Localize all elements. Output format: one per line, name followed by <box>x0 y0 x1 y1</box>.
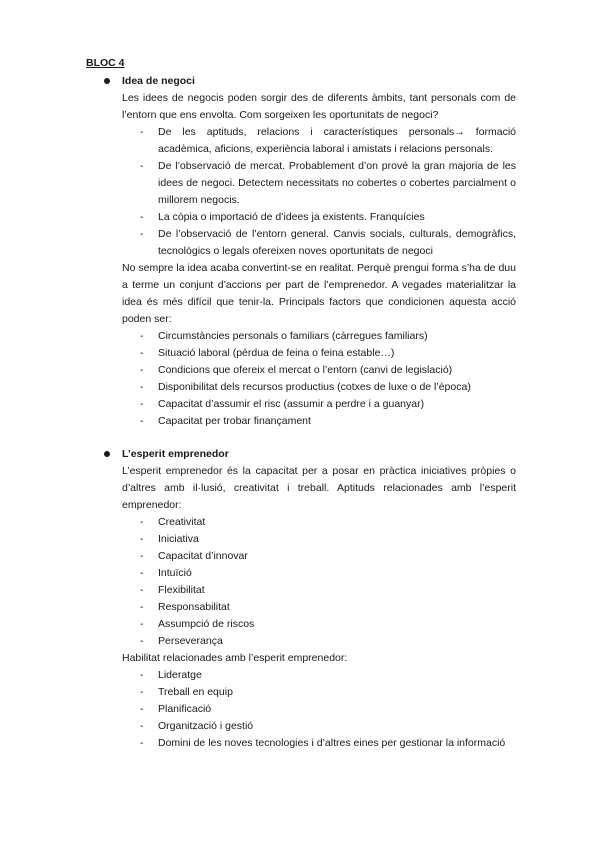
habilitats-label: Habilitat relacionades amb l’esperit emprenedor: <box>122 652 348 664</box>
list-item: - De les aptituds, relacions i característiques personals→ formació acadèmica, aficions, experiència laboral i amistats i relacions personals. <box>140 126 516 155</box>
factors-paragraph: No sempre la idea acaba convertint-se en realitat. Perquè prengui forma s’ha de duu a terme un conjunt d’accions per part de l’emprenedor. A vegades materialitzar la idea és més difícil que tenir-la. Principals factors que condicionen aquesta acció poden ser: <box>122 262 516 325</box>
list-item: - Planificació <box>140 703 212 715</box>
intro-paragraph: L’esperit emprenedor és la capacitat per a posar en pràctica iniciatives pròpies o d’altres amb il·lusió, creativitat i treball. Aptituds relacionades amb l’esperit emprenedor: <box>122 465 516 511</box>
list-item: - Lideratge <box>140 669 202 681</box>
list-item: - La còpia o importació de d’idees ja existents. Franquícies <box>140 211 425 223</box>
bullet-icon <box>104 451 110 457</box>
intro-paragraph: Les idees de negocis poden sorgir des de diferents àmbits, tant personals com de l’entorn que ens envolta. Com sorgeixen les oportunitats de negoci? <box>122 92 516 121</box>
list-item: - De l’observació de mercat. Probablement d’on prové la gran majoria de les idees de negoci. Detectem necessitats no cobertes o cobertes parcialment o millorem negocis. <box>140 160 516 206</box>
section-idea-negoci <box>104 73 516 430</box>
list-item: - Flexibilitat <box>140 584 205 596</box>
list-item: - Disponibilitat dels recursos productius (cotxes de luxe o de l’època) <box>140 381 471 393</box>
list-item: - Responsabilitat <box>140 601 230 613</box>
list-item: - Domini de les noves tecnologies i d’altres eines per gestionar la informació <box>140 737 506 749</box>
origins-list <box>104 124 516 260</box>
bullet-icon <box>104 78 110 84</box>
bloc-heading: BLOC 4 <box>86 57 125 69</box>
list-item: - Organització i gestió <box>140 720 254 732</box>
section-title-text: Idea de negoci <box>122 75 195 87</box>
aptitudes-list <box>104 514 516 650</box>
list-item: - Situació laboral (pèrdua de feina o feina estable…) <box>140 347 395 359</box>
section-esperit-emprenedor <box>104 446 516 752</box>
list-item: - Circumstàncies personals o familiars (càrregues familiars) <box>140 330 428 342</box>
section-title-text: L’esperit emprenedor <box>122 448 229 460</box>
list-item: - Capacitat per trobar finançament <box>140 415 311 427</box>
section-title <box>104 446 516 463</box>
list-item: - Capacitat d’innovar <box>140 550 248 562</box>
list-item: - Assumpció de riscos <box>140 618 255 630</box>
list-item: - Creativitat <box>140 516 206 528</box>
list-item: - De l’observació de l’entorn general. Canvis socials, culturals, demogràfics, tecnològics o legals ofereixen noves oportunitats de negoci <box>140 228 516 257</box>
list-item: - Capacitat d’assumir el risc (assumir a perdre i a guanyar) <box>140 398 425 410</box>
list-item: - Perseverança <box>140 635 223 647</box>
list-item: - Condicions que ofereix el mercat o l’entorn (canvi de legislació) <box>140 364 453 376</box>
section-title <box>104 73 516 90</box>
factors-list <box>104 328 516 430</box>
list-item: - Intuïció <box>140 567 192 579</box>
habilitats-list <box>104 667 516 752</box>
list-item: - Treball en equip <box>140 686 233 698</box>
list-item: - Iniciativa <box>140 533 199 545</box>
